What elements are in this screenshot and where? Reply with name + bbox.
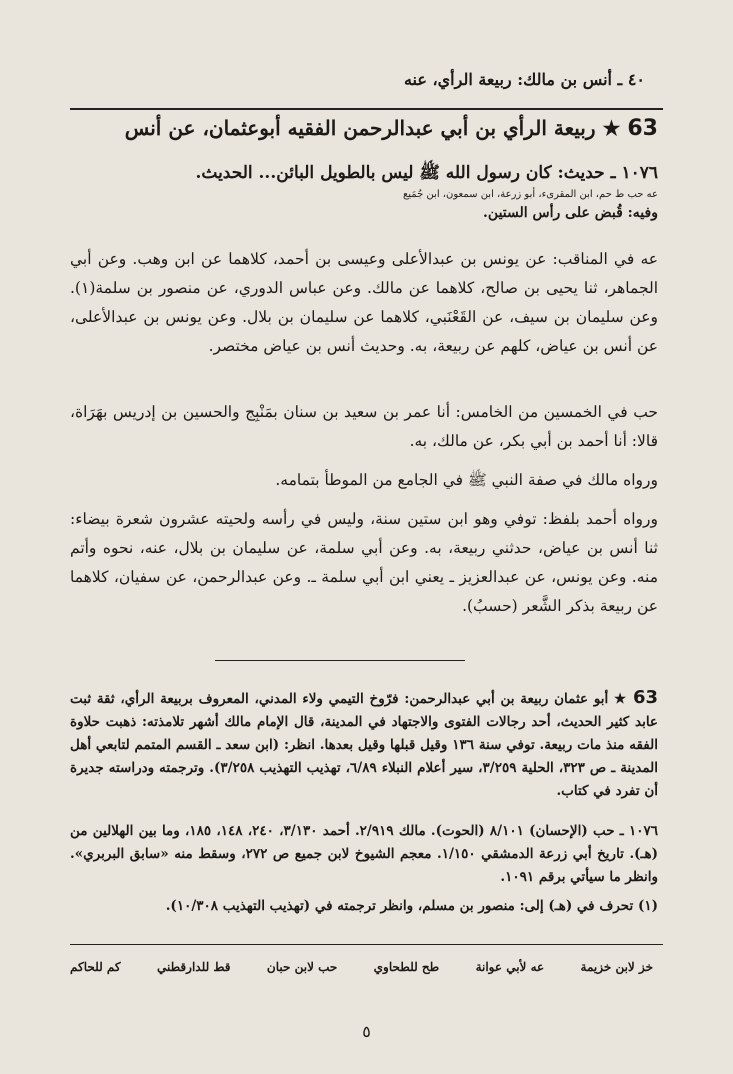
- entry-title: [125, 116, 658, 141]
- page-number: ٥: [362, 1022, 371, 1041]
- paragraph-malik: ورواه مالك في صفة النبي ﷺ في الجامع من الموطأ بتمامه.: [275, 471, 658, 489]
- footnote-bio-text: ★ أبو عثمان ربيعة بن أبي عبدالرحمن: فرّوخ التيمي ولاء المدني، المعروف بربيعة الرأي، ثقة ثبت عابد كثير الحديث، أحد رجالات الفتوى والاجتهاد في المدينة، قال الإمام مالك أشهر تلامذته: ذهبت حلاوة الفقه منذ مات ربيعة. توفي سنة ١٣٦ وقيل قبلها وقيل بعدها. انظر: (ابن سعد ـ القسم المتمم لتابعي أهل المدينة ـ ص ٣٢٣، الحلية ٣/٢٥٩، سير أعلام النبلاء ٦/٨٩، تهذيب التهذيب ٣/٢٥٨). وترجمته ودراسته جديرة أن تفرد في كتاب.: [70, 691, 659, 799]
- abbreviation-item: قط للدارقطني: [156, 960, 231, 974]
- footnote-one: (١) تحرف في (هـ) إلى: منصور بن مسلم، وانظر ترجمته في (تهذيب التهذيب ١٠/٣٠٨).: [165, 898, 658, 914]
- footnote-bio-number: 63: [632, 687, 659, 708]
- entry-number: 63: [627, 116, 658, 141]
- hadith-heading: ١٠٧٦ ـ حديث: كان رسول الله ﷺ ليس بالطويل البائن... الحديث.: [195, 163, 658, 183]
- abbreviation-item: حب لابن حبان: [266, 960, 338, 974]
- footnote-biography: [70, 686, 658, 803]
- abbreviation-item: عه لأبي عوانة: [475, 960, 545, 974]
- abbreviations-rule: [70, 944, 663, 945]
- abbreviations-key: [70, 960, 653, 974]
- header-rule: [70, 108, 663, 110]
- footnote-references: ١٠٧٦ ـ حب (الإحسان) ٨/١٠١ (الحوت). مالك ٢/٩١٩. أحمد ٣/١٣٠، ٢٤٠، ١٤٨، ١٨٥، وما بين الهلالين من (هـ). تاريخ أبي زرعة الدمشقي ١/١٥٠. معجم الشيوخ لابن جميع ص ٢٧٢، وسقط منه «سابق البربري». وانظر ما سيأتي برقم ١٠٩١.: [70, 823, 659, 885]
- entry-title-text: ربيعة الرأي بن أبي عبدالرحمن الفقيه أبوعثمان، عن أنس: [124, 116, 596, 140]
- running-header: ٤٠ ـ أنس بن مالك: ربيعة الرأي، عنه: [403, 70, 645, 89]
- abbreviation-item: كم للحاكم: [70, 960, 121, 974]
- paragraph-hibban: حب في الخمسين من الخامس: أنا عمر بن سعيد بن سنان بمَنْبِج والحسين بن إدريس بهَرَاة، قالا: أنا أحمد بن أبي بكر، عن مالك، به.: [70, 403, 658, 450]
- footnote-rule: [215, 660, 465, 661]
- paragraph-ahmad: ورواه أحمد بلفظ: توفي وهو ابن ستين سنة، وليس في رأسه ولحيته عشرون شعرة بيضاء: ثنا أنس بن عياض، حدثني ربيعة، به. وعن أبي سلمة، عن سليمان بن بلال، عنه، نحوه وأتم منه. وعن يونس، عن عبدالعزيز ـ يعني ابن أبي سلمة ـ. وعن عبدالرحمن، عن سفيان، كلاهما عن ربيعة بذكر الشَّعر (حسبُ).: [70, 510, 658, 615]
- paragraph-manaqib: عه في المناقب: عن يونس بن عبدالأعلى وعيسى بن أحمد، كلاهما عن ابن وهب. وعن أبي الجماهر، ثنا يحيى بن صالح، كلاهما عن مالك. وعن عباس الدوري، عن منصور بن سلمة(١). وعن سليمان بن سيف، عن القَعْنَبي، كلاهما عن سليمان بن بلال. وعن يونس بن عبدالأعلى، عن أنس بن عياض، كلهم عن ربيعة، به. وحديث أنس بن عياض مختصر.: [70, 250, 658, 355]
- star-icon: ★: [602, 116, 621, 140]
- abbreviation-item: خز لابن خزيمة: [580, 960, 653, 974]
- hadith-sources: عه حب ط حم، ابن المقرىء، أبو زرعة، ابن سمعون، ابن جُمَيع: [402, 189, 658, 200]
- hadith-note: وفيه: قُبض على رأس الستين.: [483, 205, 658, 221]
- abbreviation-item: طح للطحاوي: [373, 960, 440, 974]
